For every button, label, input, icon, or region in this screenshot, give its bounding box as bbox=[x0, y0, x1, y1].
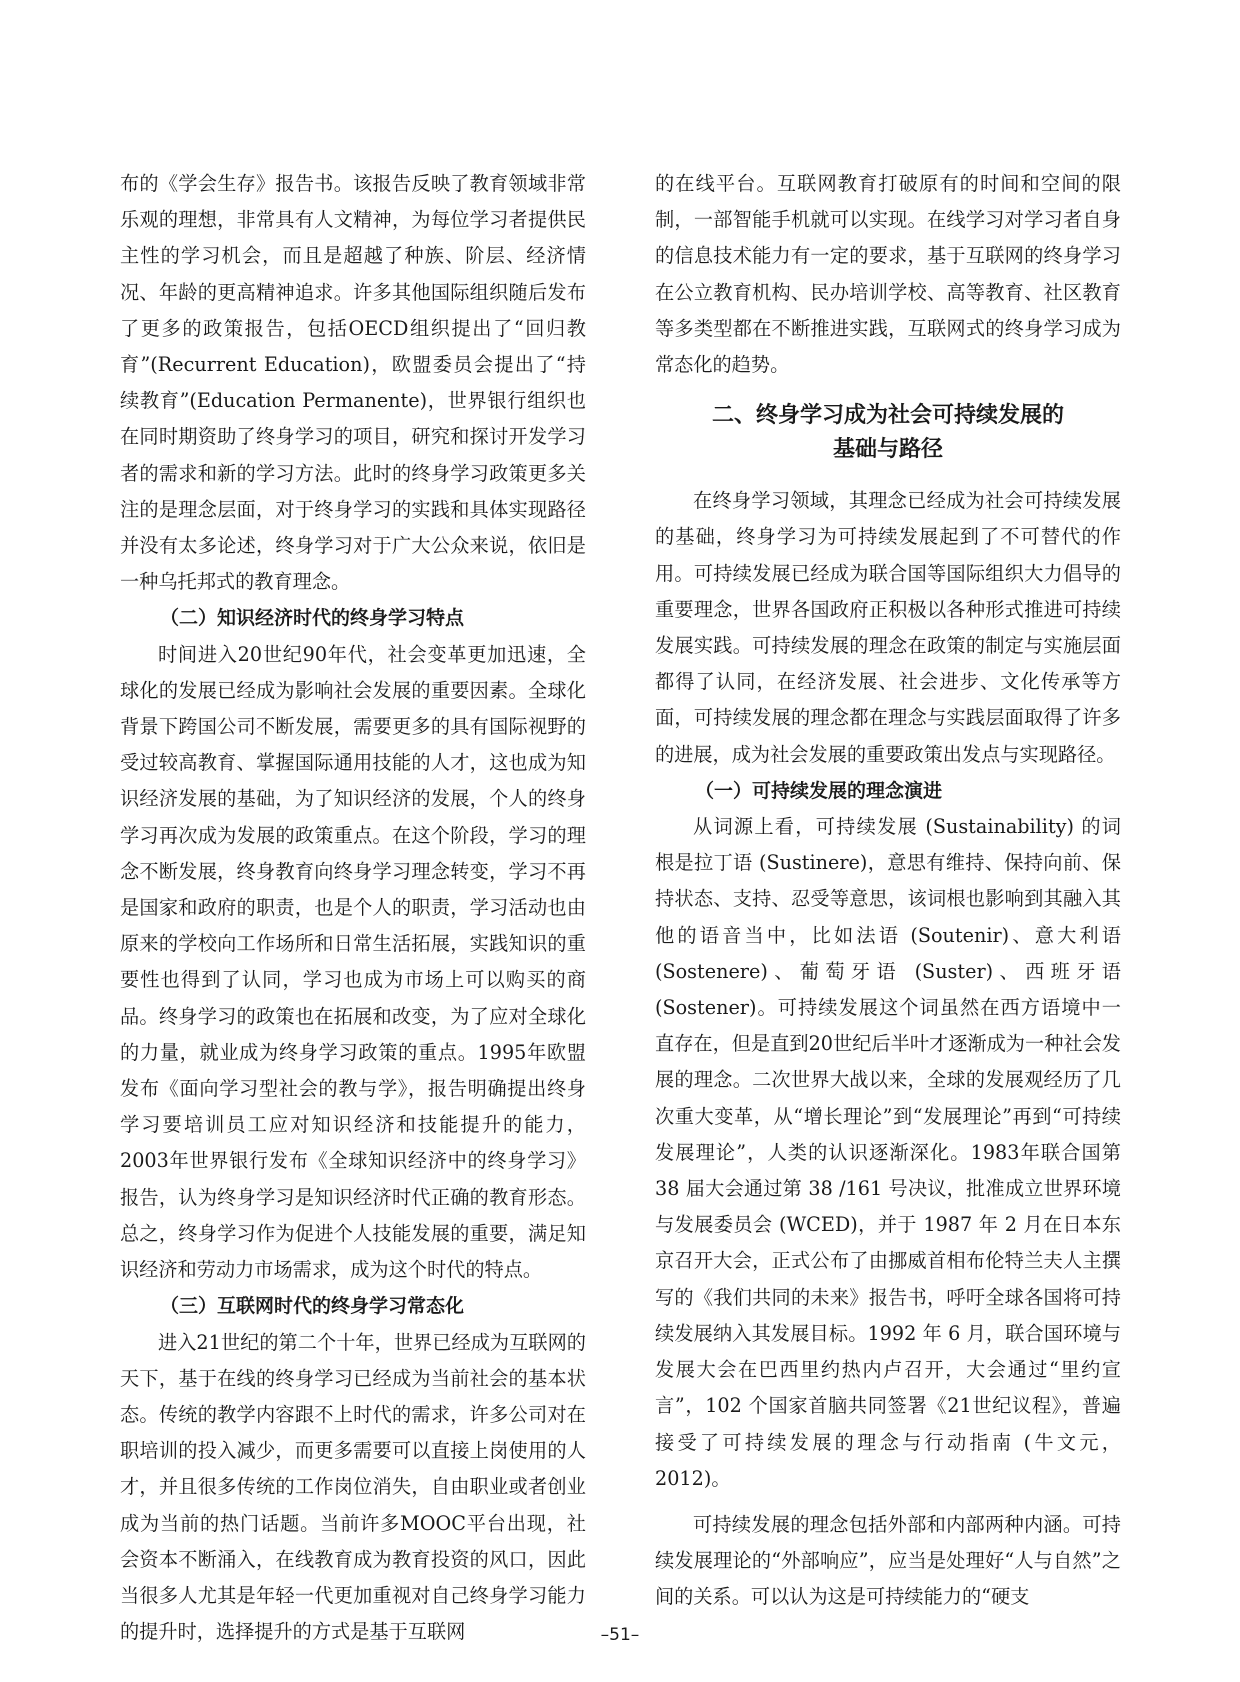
section-heading bbox=[655, 399, 1121, 467]
subsection-heading: （一）可持续发展的理念演进 bbox=[695, 779, 943, 802]
paragraph: 从词源上看，可持续发展 (Sustainability) 的词根是拉丁语 (Sustinere)，意思有维持、保持向前、保持状态、支持、忍受等意思，该词根也影响到其融入其他的语音当中，比如法语 (Soutenir)、意大利语 (Sostenere)、葡萄牙语 (Suster)、西班牙语 (Sostener)。可持续发展这个词虽然在西方语境中一直存在，但是直到20世纪后半叶才逐渐成为一种社会发展的理念。二次世界大战以来，全球的发展观经历了几次重大变革，从“增长理论”到“发展理论”再到“可持续发展理论”，人类的认识逐渐深化。1983年联合国第 38 届大会通过第 38 /161 号决议，批准成立世界环境与发展委员会 (WCED)，并于 1987 年 2 月在日本东京召开大会，正式公布了由挪威首相布伦特兰夫人主撰写的《我们共同的未来》报告书，呼吁全球各国将可持续发展纳入其发展目标。1992 年 6 月，联合国环境与发展大会在巴西里约热内卢召开，大会通过“里约宣言”，102 个国家首脑共同签署《21世纪议程》，普遍接受了可持续发展的理念与行动指南 (牛文元，2012)。 bbox=[655, 815, 1121, 1490]
left-column bbox=[120, 166, 586, 1650]
paragraph: 进入21世纪的第二个十年，世界已经成为互联网的天下，基于在线的终身学习已经成为当前社会的基本状态。传统的教学内容跟不上时代的需求，许多公司对在职培训的投入减少，而更多需要可以直接上岗使用的人才，并且很多传统的工作岗位消失，自由职业或者创业成为当前的热门话题。当前许多MOOC平台出现，社会资本不断涌入，在线教育成为教育投资的风口，因此当很多人尤其是年轻一代更加重视对自己终身学习能力的提升时，选择提升的方式是基于互联网 bbox=[120, 1330, 586, 1644]
section-heading-line: 二、终身学习成为社会可持续发展的 bbox=[711, 403, 1064, 429]
subsection-heading: （二）知识经济时代的终身学习特点 bbox=[160, 607, 465, 630]
right-column bbox=[655, 166, 1121, 1616]
section-heading-line: 基础与路径 bbox=[832, 437, 943, 463]
subsection-heading: （三）互联网时代的终身学习常态化 bbox=[160, 1295, 465, 1318]
paragraph: 时间进入20世纪90年代，社会变革更加迅速，全球化的发展已经成为影响社会发展的重要因素。全球化背景下跨国公司不断发展，需要更多的具有国际视野的受过较高教育、掌握国际通用技能的人才，这也成为知识经济发展的基础，为了知识经济的发展，个人的终身学习再次成为发展的政策重点。在这个阶段，学习的理念不断发展，终身教育向终身学习理念转变，学习不再是国家和政府的职责，也是个人的职责，学习活动也由原来的学校向工作场所和日常生活拓展，实践知识的重要性也得到了认同，学习也成为市场上可以购买的商品。终身学习的政策也在拓展和改变，为了应对全球化的力量，就业成为终身学习政策的重点。1995年欧盟发布《面向学习型社会的教与学》，报告明确提出终身学习要培训员工应对知识经济和技能提升的能力，2003年世界银行发布《全球知识经济中的终身学习》报告，认为终身学习是知识经济时代正确的教育形态。总之，终身学习作为促进个人技能发展的重要，满足知识经济和劳动力市场需求，成为这个时代的特点。 bbox=[120, 642, 586, 1282]
paragraph: 的在线平台。互联网教育打破原有的时间和空间的限制，一部智能手机就可以实现。在线学习对学习者自身的信息技术能力有一定的要求，基于互联网的终身学习在公立教育机构、民办培训学校、高等教育、社区教育等多类型都在不断推进实践，互联网式的终身学习成为常态化的趋势。 bbox=[655, 172, 1121, 377]
paragraph-gap bbox=[655, 1497, 1121, 1507]
paragraph: 布的《学会生存》报告书。该报告反映了教育领域非常乐观的理想，非常具有人文精神，为每位学习者提供民主性的学习机会，而且是超越了种族、阶层、经济情况、年龄的更高精神追求。许多其他国际组织随后发布了更多的政策报告，包括OECD组织提出了“回归教育”(Recurrent Education)，欧盟委员会提出了“持续教育”(Education Permanente)，世界银行组织也在同时期资助了终身学习的项目，研究和探讨开发学习者的需求和新的学习方法。此时的终身学习政策更多关注的是理念层面，对于终身学习的实践和具体实现路径并没有太多论述，终身学习对于广大公众来说，依旧是一种乌托邦式的教育理念。 bbox=[120, 172, 586, 594]
page-number: –51– bbox=[600, 1625, 640, 1645]
paragraph: 可持续发展的理念包括外部和内部两种内涵。可持续发展理论的“外部响应”，应当是处理好“人与自然”之间的关系。可以认为这是可持续能力的“硬支 bbox=[655, 1512, 1121, 1609]
paragraph: 在终身学习领域，其理念已经成为社会可持续发展的基础，终身学习为可持续发展起到了不可替代的作用。可持续发展已经成为联合国等国际组织大力倡导的重要理念，世界各国政府正积极以各种形式推进可持续发展实践。可持续发展的理念在政策的制定与实施层面都得了认同，在经济发展、社会进步、文化传承等方面，可持续发展的理念都在理念与实践层面取得了许多的进展，成为社会发展的重要政策出发点与实现路径。 bbox=[655, 489, 1121, 766]
